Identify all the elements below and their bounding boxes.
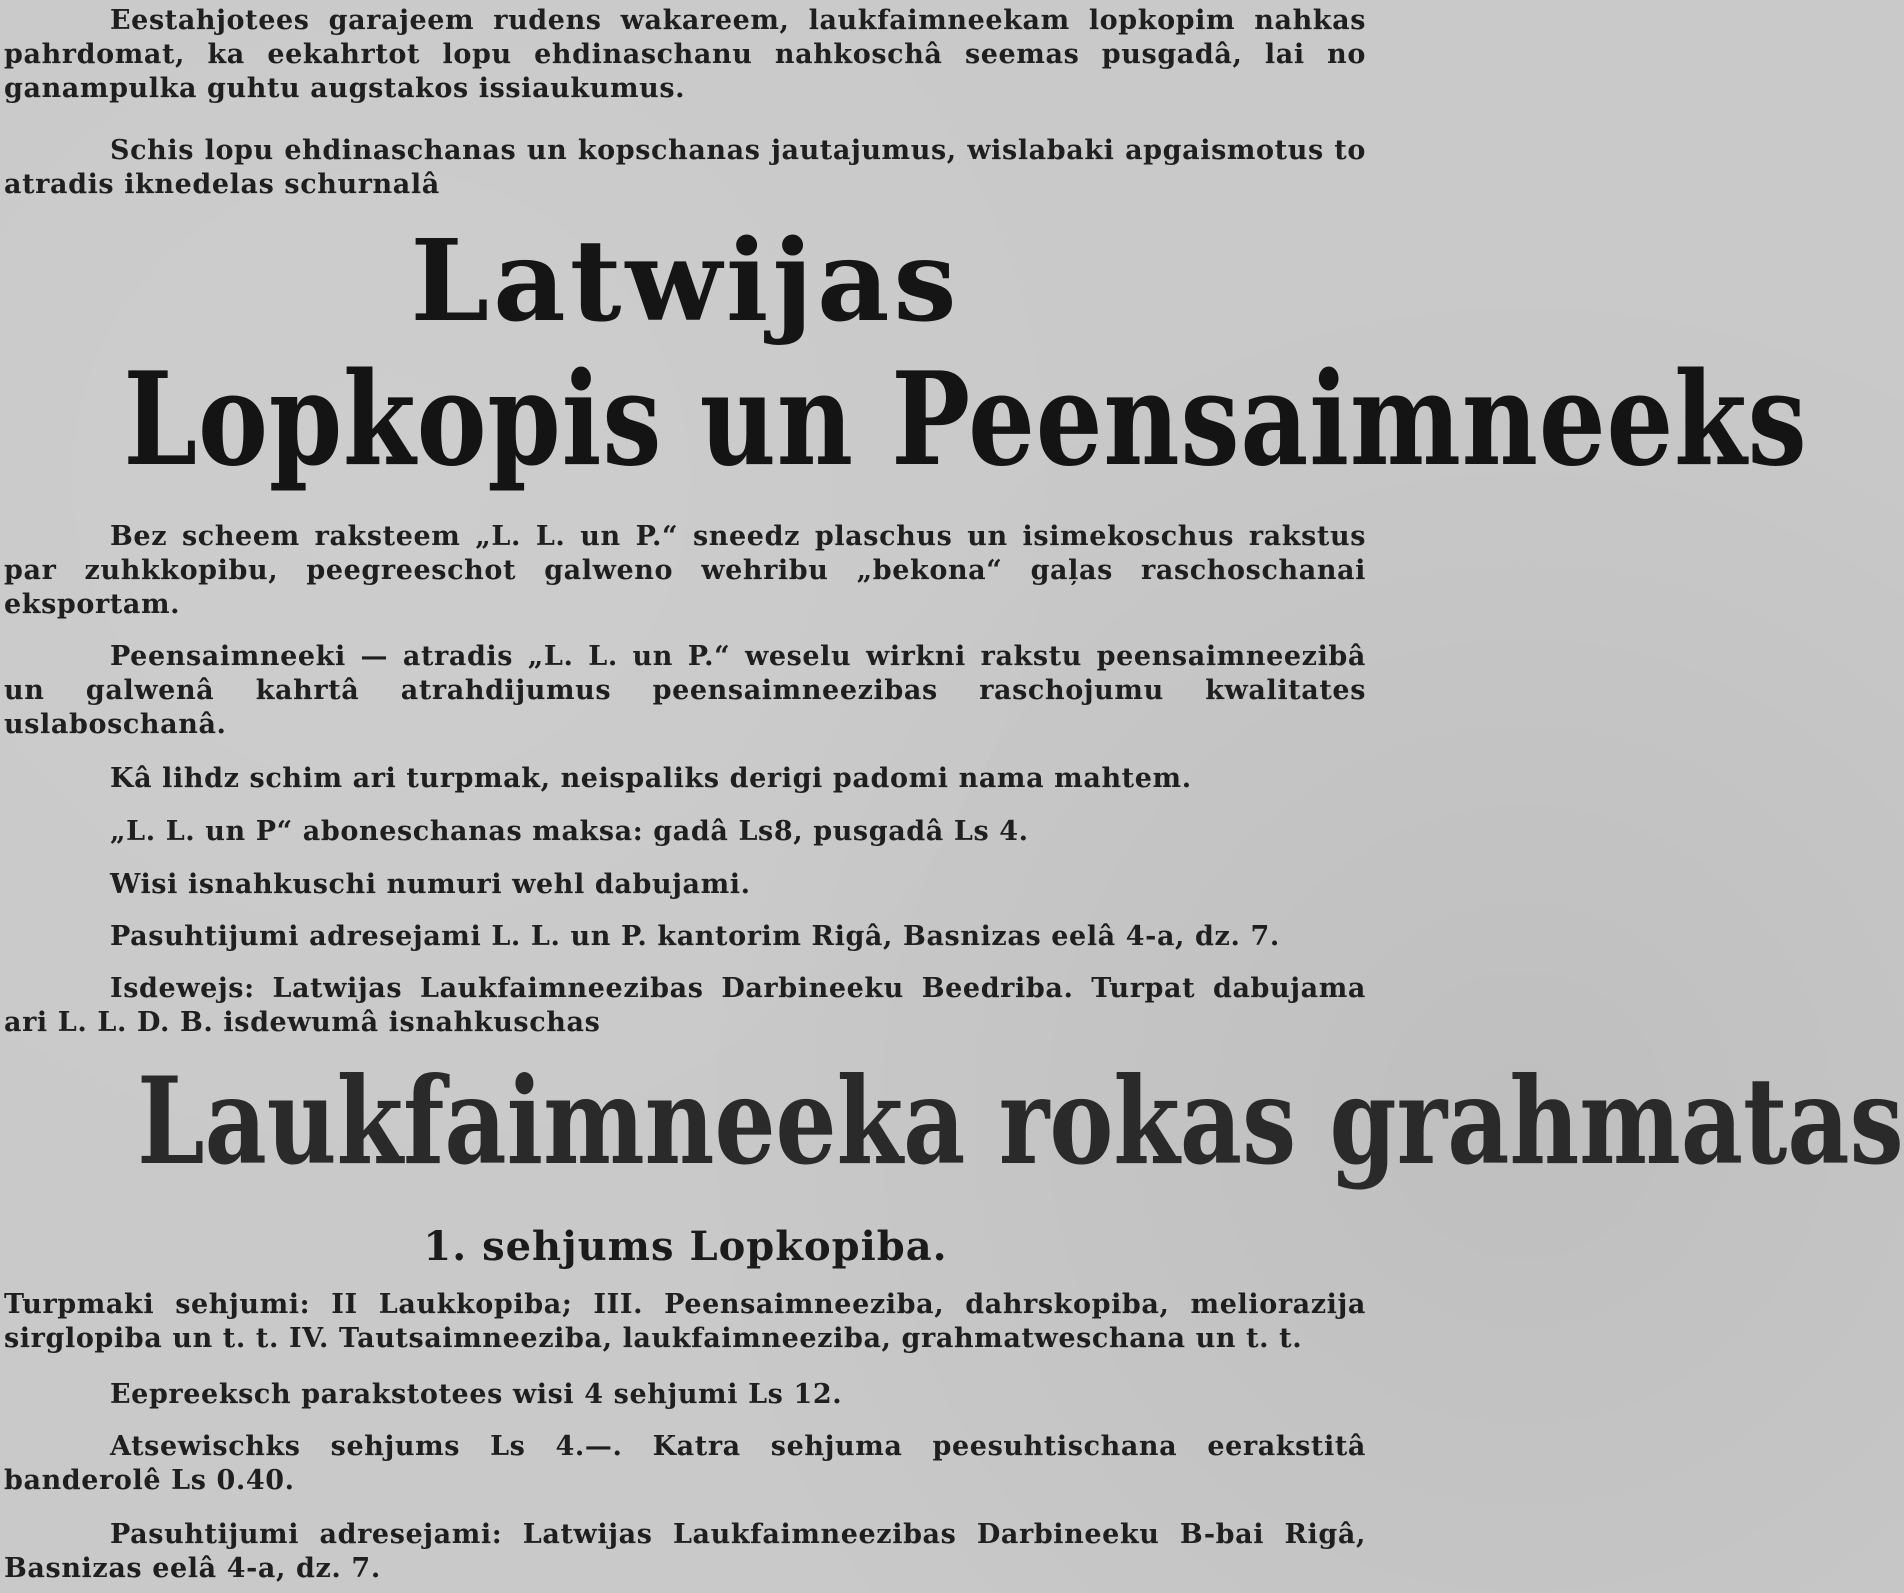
ad2-title: Laukfaimneeka rokas grahmatas bbox=[137, 1051, 1904, 1192]
ad2-paragraph-2: Eepreeksch parakstotees wisi 4 sehjumi Ls 12. bbox=[110, 1379, 843, 1410]
ad2-paragraph-1: Turpmaki sehjumi: II Laukkopiba; III. Peensaimneeziba, dahrskopiba, meliorazija sirglopiba un t. t. IV. Tautsaimneeziba, laukfaimneeziba, grahmatweschana un t. t. bbox=[4, 1289, 1366, 1354]
ad1-paragraph-4: „L. L. un P“ aboneschanas maksa: gadâ Ls8, pusgadâ Ls 4. bbox=[110, 816, 1029, 847]
ad1-paragraph-2: Peensaimneeki — atradis „L. L. un P.“ weselu wirkni rakstu peensaimneezibâ un galwenâ kahrtâ atrahdijumus peensaimneezibas raschojumu kwalitates uslaboschanâ. bbox=[4, 641, 1366, 740]
ad2-paragraph-4: Pasuhtijumi adresejami: Latwijas Laukfaimneezibas Darbineeku B-bai Rigâ, Basnizas eelâ 4-a, dz. 7. bbox=[4, 1519, 1366, 1584]
ad1-paragraph-5: Wisi isnahkuschi numuri wehl dabujami. bbox=[110, 869, 751, 900]
ad1-paragraph-1: Bez scheem raksteem „L. L. un P.“ sneedz plaschus un isimekoschus rakstus par zuhkkopibu, peegreeschot galweno wehribu „bekona“ gaļas raschoschanai eksportam. bbox=[4, 521, 1366, 620]
ad1-paragraph-7: Isdewejs: Latwijas Laukfaimneezibas Darbineeku Beedriba. Turpat dabujama ari L. L. D. B. isdewumâ isnahkuschas bbox=[4, 973, 1366, 1038]
ad1-title-line-1: Latwijas bbox=[410, 216, 961, 347]
intro-paragraph-1: Eestahjotees garajeem rudens wakareem, laukfaimneekam lopkopim nahkas pahrdomat, ka eekahrtot lopu ehdinaschanu nahkoschâ seemas pusgadâ, lai no ganampulka guhtu augstakos issiaukumus. bbox=[4, 5, 1366, 104]
ad1-paragraph-6: Pasuhtijumi adresejami L. L. un P. kantorim Rigâ, Basnizas eelâ 4-a, dz. 7. bbox=[110, 921, 1280, 952]
ad1-title-line-2: Lopkopis un Peensaimneeks bbox=[123, 345, 1808, 495]
ad2-paragraph-3: Atsewischks sehjums Ls 4.—. Katra sehjuma peesuhtischana eerakstitâ banderolê Ls 0.40. bbox=[4, 1431, 1366, 1496]
intro-paragraph-2: Schis lopu ehdinaschanas un kopschanas jautajumus, wislabaki apgaismotus to atradis iknedelas schurnalâ bbox=[4, 135, 1366, 200]
ad1-paragraph-3: Kâ lihdz schim ari turpmak, neispaliks derigi padomi nama mahtem. bbox=[110, 763, 1192, 794]
ad2-subtitle: 1. sehjums Lopkopiba. bbox=[423, 1223, 948, 1270]
